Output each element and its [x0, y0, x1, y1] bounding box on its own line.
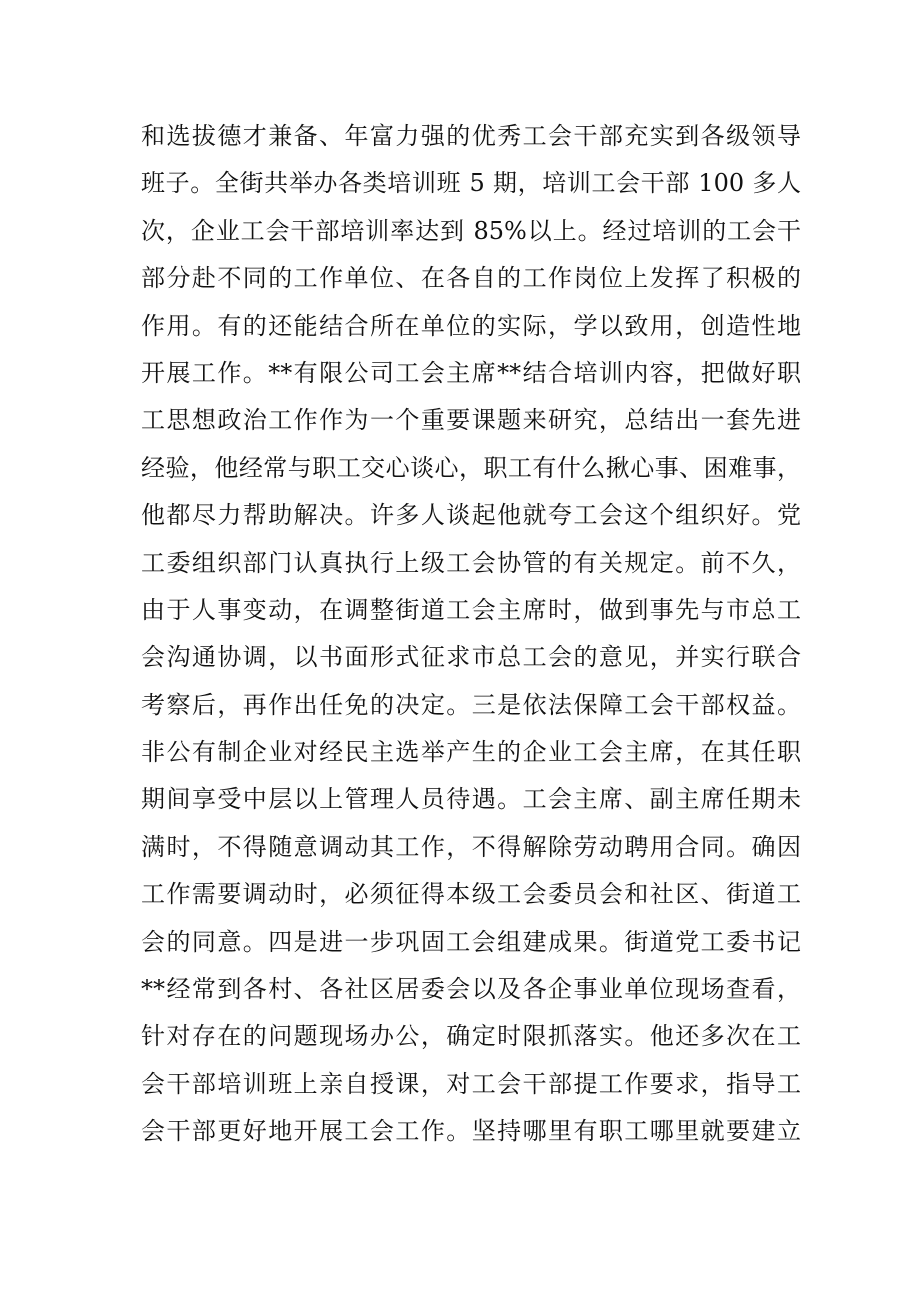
text-line: 工作需要调动时，必须征得本级工会委员会和社区、街道工 — [141, 880, 801, 909]
text-line: 会干部更好地开展工会工作。坚持哪里有职工哪里就要建立 — [141, 1117, 801, 1146]
text-line: 会沟通协调，以书面形式征求市总工会的意见，并实行联合 — [141, 643, 801, 672]
text-line: 期间享受中层以上管理人员待遇。工会主席、副主席任期未 — [141, 785, 801, 814]
text-line: 和选拔德才兼备、年富力强的优秀工会干部充实到各级领导 — [141, 122, 801, 150]
text-line: 开展工作。**有限公司工会主席**结合培训内容，把做好职 — [141, 358, 801, 387]
text-line: 部分赴不同的工作单位、在各自的工作岗位上发挥了积极的 — [141, 264, 801, 293]
text-line: 考察后，再作出任免的决定。三是依法保障工会干部权益。 — [141, 690, 801, 719]
text-line: 他都尽力帮助解决。许多人谈起他就夸工会这个组织好。党 — [141, 501, 801, 530]
text-line: 次，企业工会干部培训率达到 85%以上。经过培训的工会干 — [141, 216, 801, 245]
text-line: 满时，不得随意调动其工作，不得解除劳动聘用合同。确因 — [141, 832, 801, 861]
text-line: 班子。全街共举办各类培训班 5 期，培训工会干部 100 多人 — [141, 169, 801, 198]
body-text — [141, 113, 801, 1156]
text-line: 经验，他经常与职工交心谈心，职工有什么揪心事、困难事， — [141, 453, 801, 482]
text-line: 工委组织部门认真执行上级工会协管的有关规定。前不久， — [141, 548, 801, 577]
text-line: 会干部培训班上亲自授课，对工会干部提工作要求，指导工 — [141, 1069, 801, 1098]
text-line: 工思想政治工作作为一个重要课题来研究，总结出一套先进 — [141, 406, 801, 435]
text-line: 作用。有的还能结合所在单位的实际，学以致用，创造性地 — [141, 311, 801, 340]
text-line: **经常到各村、各社区居委会以及各企事业单位现场查看， — [141, 975, 801, 1004]
text-line: 针对存在的问题现场办公，确定时限抓落实。他还多次在工 — [141, 1022, 801, 1051]
text-line: 非公有制企业对经民主选举产生的企业工会主席，在其任职 — [141, 738, 801, 767]
text-line: 由于人事变动，在调整街道工会主席时，做到事先与市总工 — [141, 595, 801, 624]
text-line: 会的同意。四是进一步巩固工会组建成果。街道党工委书记 — [141, 927, 801, 956]
